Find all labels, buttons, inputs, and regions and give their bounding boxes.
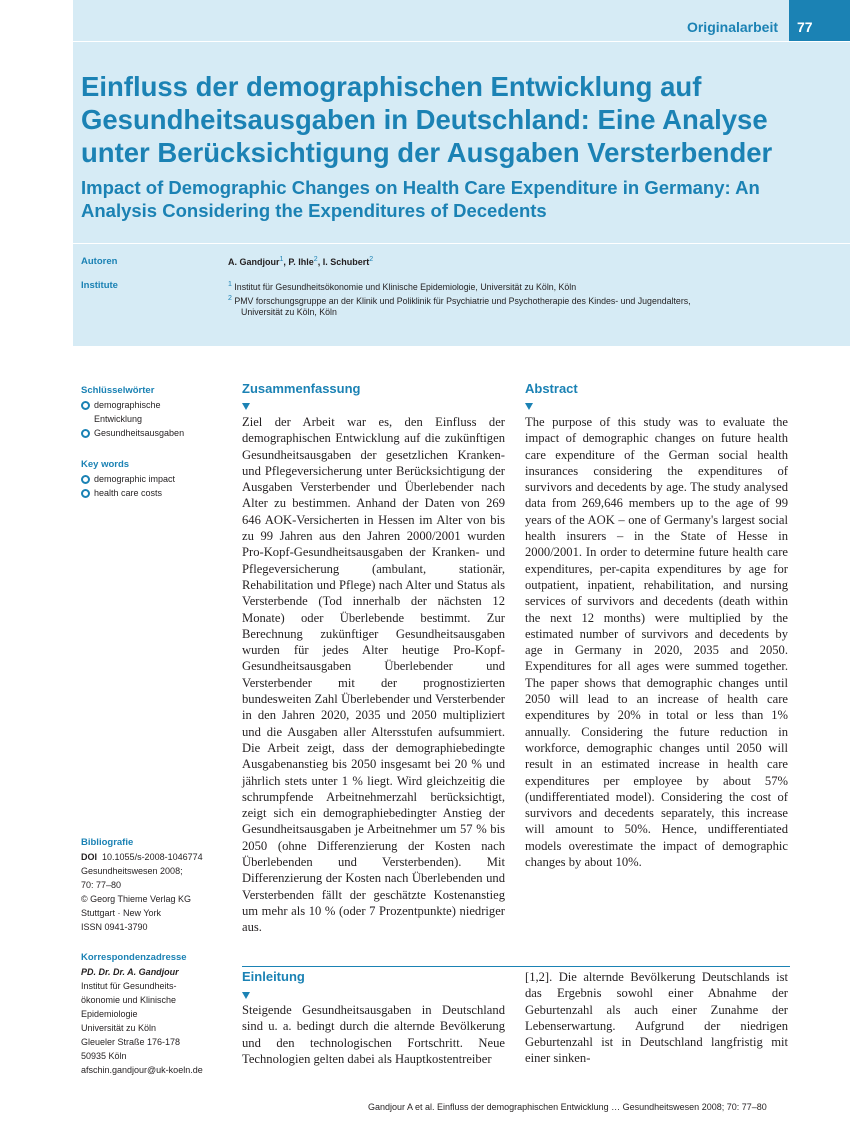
author-affiliation: 1	[279, 256, 284, 263]
article-header	[73, 0, 850, 346]
author-separator: ,	[283, 257, 289, 267]
page-footer: Gandjour A et al. Einfluss der demographischen Entwicklung … Gesundheitswesen 2008; 70: 77–80	[368, 1102, 767, 1112]
biblio-line: Gesundheitswesen 2008;	[81, 866, 183, 876]
correspondence-line: Gleueler Straße 176-178	[81, 1037, 181, 1047]
correspondence-title: Korrespondenzadresse	[81, 952, 187, 963]
author-name: P. Ihle	[288, 257, 314, 267]
correspondence-block	[81, 951, 231, 1077]
institute-continuation: Universität zu Köln, Köln	[241, 306, 337, 317]
keyword-item: health care costs	[81, 486, 231, 500]
triangle-marker-icon	[242, 992, 250, 999]
institutes-label: Institute	[81, 280, 118, 291]
section-rule	[242, 966, 790, 967]
section-label: Originalarbeit	[686, 19, 778, 35]
keyword-item: demographische Entwicklung	[81, 398, 184, 426]
biblio-line: Stuttgart · New York	[81, 908, 162, 918]
author-name: I. Schubert	[322, 257, 370, 267]
title-german: Einfluss der demographischen Entwicklung auf Gesundheitsausgaben in Deutschland: Eine Analyse unter Berücksichtigung der Ausgaben Versterbender	[81, 71, 773, 168]
correspondence-line: 50935 Köln	[81, 1051, 127, 1061]
doi-label: DOI	[81, 852, 98, 862]
biblio-line: © Georg Thieme Verlag KG	[81, 894, 192, 904]
correspondence-line: Institut für Gesundheits-	[81, 981, 177, 991]
authors-line	[228, 256, 373, 267]
abstract-de-paragraph: Ziel der Arbeit war es, den Einfluss der demographischen Entwicklung auf die zukünftigen Gesundheitsausgaben der gesetzlichen Kranken- und Pflegeversicherung unter Berücksichtigung der Ausgaben Versterbender und Überlebender nach Alter zu bestimmen. Anhand der Daten von 269 646 AOK-Versicherten in Hessen im Alter von bis zu 99 Jahren aus den Jahren 2000/2001 wurden Pro-Kopf-Gesundheitsausgaben der Kranken- und Pflegeversicherung (ambulant, stationär, Rehabilitation und Pflege) nach Alter und Status als Versterbende (Tod innerhalb der nächsten 12 Monate) oder Überlebende bestimmt. Zur Berechnung zukünftiger Gesundheitsausgaben wurden für jedes Alter heutige Pro-Kopf-Gesundheitsausgaben Überlebender und Versterbender mit der prognostizierten bundesweiten Zahl Überlebender und Versterbender in den Jahren 2020, 2035 und 2050 multipliziert und die Ausgaben aller Altersstufen aufsummiert. Die Arbeit zeigt, dass der demographiebedingte Ausgabenanstieg bis 2050 insgesamt bei 20 % und jährlich stets unter 1 % liegt. Wird gleichzeitig die schrumpfende Arbeitnehmerzahl berücksichtigt, zeigt sich ein demographiebedingter Anstieg der Gesundheitsausgaben je Arbeitnehmer um 57 % bis 2050 (ohne Differenzierung der Kosten nach Überlebenden und Versterbenden). Mit Differenzierung der Kosten nach Überlebenden und Versterbenden fällt der geschätzte Kostenanstieg um mehr als 10 % (oder 7 Prozentpunkte) niedriger aus.	[242, 415, 505, 935]
abstract-en-text	[525, 414, 788, 870]
author-affiliation: 2	[369, 256, 374, 263]
keywords-de-title: Schlüsselwörter	[81, 385, 155, 396]
correspondence-name: PD. Dr. Dr. A. Gandjour	[81, 967, 179, 977]
keywords-en-block	[81, 458, 231, 500]
author-name: A. Gandjour	[228, 257, 280, 267]
abstract-en-heading: Abstract	[525, 381, 578, 396]
doi-line	[81, 850, 231, 864]
bibliography-title: Bibliografie	[81, 837, 134, 848]
keywords-de-block	[81, 384, 231, 440]
institute-item	[228, 279, 828, 293]
institute-item	[228, 293, 828, 307]
doi-value: 10.1055/s-2008-1046774	[102, 852, 203, 862]
intro-paragraph: Steigende Gesundheitsausgaben in Deutschland sind u. a. bedingt durch die alternde Bevölkerung und den technologischen Fortschritt. Neue Technologien gelten dabei als Hauptkostentreiber	[242, 1003, 505, 1066]
triangle-marker-icon	[242, 403, 250, 410]
institutes-list	[228, 279, 828, 318]
page-number: 77	[789, 0, 850, 41]
institute-text: Institut für Gesundheitsökonomie und Klinische Epidemiologie, Universität zu Köln, Köln	[234, 281, 577, 292]
correspondence-email[interactable]: afschin.gandjour@uk-koeln.de	[81, 1065, 203, 1075]
header-separator	[73, 243, 850, 244]
abstract-de-heading: Zusammenfassung	[242, 381, 361, 396]
correspondence-line: Universität zu Köln	[81, 1023, 157, 1033]
keywords-en-title: Key words	[81, 459, 130, 470]
intro-heading: Einleitung	[242, 969, 305, 984]
author-affiliation: 2	[313, 256, 318, 263]
title-english: Impact of Demographic Changes on Health Care Expenditure in Germany: An Analysis Considering the Expenditures of Decedents	[81, 177, 760, 221]
bibliography-block	[81, 836, 231, 934]
intro-text-right	[525, 969, 788, 1067]
correspondence-line: ökonomie und Klinische	[81, 995, 177, 1005]
biblio-line: ISSN 0941-3790	[81, 922, 148, 932]
biblio-line: 70: 77–80	[81, 880, 122, 890]
authors-label: Autoren	[81, 256, 118, 267]
header-top-bar	[73, 0, 850, 42]
triangle-marker-icon	[525, 403, 533, 410]
institute-number: 1	[228, 281, 232, 288]
abstract-en-paragraph: The purpose of this study was to evaluate the impact of demographic changes on future health care expenditure of the German social health insurances considering the expenditures of survivors and decedents by age. The study analysed data from 269,646 members up to the age of 99 years of the AOK – one of Germany's largest social health insurers – in the State of Hesse in 2000/2001. In order to determine future health care expenditures, per-capita expenditures by age for outpatient, inpatient, rehabilitation, and nursing services of survivors and decedents (death within the next 12 months) were multiplied by the estimated number of survivors and decedents by age in Germany in 2020, 2035 and 2050. Expenditures for all ages were summed together. The paper shows that demographic changes until 2050 will lead to an increase of health care expenditures by 20% in total or less than 1% annually. Considering the future reduction in workforce, demographic changes until 2050 will result in an estimated increase in health care expenditures per employee by about 57% (undifferentiated model). Considering the cost of survivors and decedents separately, this increase will amount to 50%. Hence, undifferentiated models overestimate the impact of demographic changes by about 10%.	[525, 415, 788, 870]
keyword-item: Gesundheitsausgaben	[81, 426, 231, 440]
intro-text-left	[242, 1002, 505, 1067]
institute-number: 2	[228, 294, 232, 302]
keyword-item: demographic impact	[81, 472, 231, 486]
institute-text: PMV forschungsgruppe an der Klinik und Poliklinik für Psychiatrie und Psychotherapie des Kindes- und Jugendalters,	[234, 295, 691, 306]
correspondence-line: Epidemiologie	[81, 1009, 138, 1019]
abstract-de-text	[242, 414, 505, 936]
intro-paragraph: [1,2]. Die alternde Bevölkerung Deutschlands ist das Ergebnis sowohl einer Abnahme der Geburtenzahl als auch einer Zunahme der Lebenserwartung. Aufgrund der niedrigen Geburtenzahl ist in Deutschland langfristig mit einer sinken-	[525, 970, 788, 1066]
author-separator: ,	[317, 257, 323, 267]
